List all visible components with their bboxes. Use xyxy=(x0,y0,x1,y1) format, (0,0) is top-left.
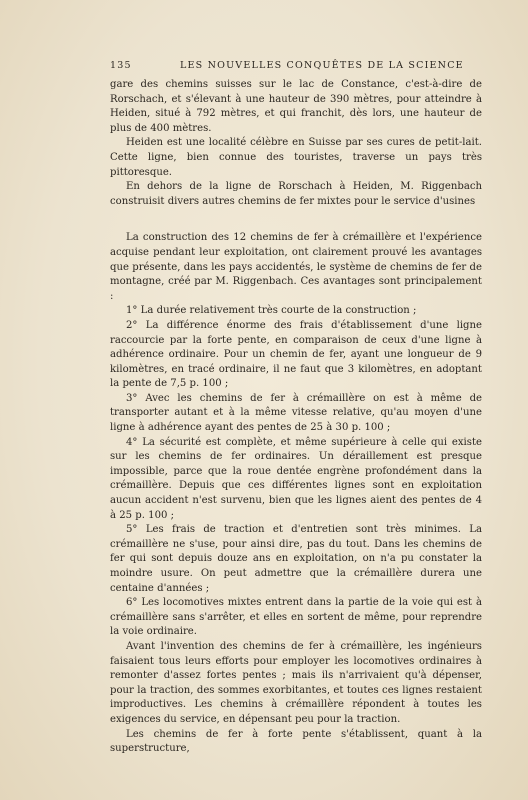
list-item: 4° La sécurité est complète, et même supérieure à celle qui existe sur les chemins de fer ordinaires. Un déraillement est presque impossible, parce que la roue dentée engrène profondément dans la crémaillère. Depuis que ces différentes lignes sont en exploitation aucun accident n'est survenu, bien que les lignes aient des pentes de 4 à 25 p. 100 ; xyxy=(110,436,482,521)
paragraph: Les chemins de fer à forte pente s'établissent, quant à la superstructure, xyxy=(110,728,482,755)
paragraph: Avant l'invention des chemins de fer à crémaillère, les ingénieurs faisaient tous leurs efforts pour employer les locomotives ordinaires à remonter d'assez fortes pentes ; mais ils n'arrivaient qu'à dépenser, pour la traction, des sommes exorbitantes, et toutes ces lignes restaient improductives. Les chemins à crémaillère répondent à toutes les exigences du service, en dépensant peu pour la traction. xyxy=(110,640,482,725)
list-item: 1° La durée relativement très courte de la construction ; xyxy=(126,305,417,317)
list-item: 6° Les locomotives mixtes entrent dans la partie de la voie qui est à crémaillère sans s'arrêter, et elles en sortent de même, pour reprendre la voie ordinaire. xyxy=(110,597,482,638)
paragraph: La construction des 12 chemins de fer à crémaillère et l'expérience acquise pendant leur exploitation, ont clairement prouvé les avantages que présente, dans les pays accidentés, le système de chemins de fer de montagne, créé par M. Riggenbach. Ces avantages sont principalement : xyxy=(110,232,482,302)
body-text xyxy=(110,78,482,757)
list-item: 3° Avec les chemins de fer à crémaillère on est à même de transporter autant et à la même vitesse relative, qu'au moyen d'une ligne à adhérence ayant des pentes de 25 à 30 p. 100 ; xyxy=(110,392,482,434)
paragraph: Heiden est une localité célèbre en Suisse par ses cures de petit-lait. Cette ligne, bien connue des touristes, traverse un pays très pittoresque. xyxy=(110,137,482,178)
list-item: 2° La différence énorme des frais d'établissement d'une ligne raccourcie par la forte pente, en comparaison de ceux d'une ligne à adhérence ordinaire. Pour un chemin de fer, ayant une longueur de 9 kilomètres, en tracé ordinaire, il ne faut que 3 kilomètres, en adoptant la pente de 7,5 p. 100 ; xyxy=(110,319,482,390)
running-title: LES NOUVELLES CONQUÊTES DE LA SCIENCE xyxy=(180,60,464,71)
paragraph: gare des chemins suisses sur le lac de Constance, c'est-à-dire de Rorschach, et s'élevant à une hauteur de 390 mètres, pour atteindre à Heiden, situé à 792 mètres, et qui franchit, dès lors, une hauteur de plus de 400 mètres. xyxy=(110,79,482,134)
list-item: 5° Les frais de traction et d'entretien sont très minimes. La crémaillère ne s'use, pour ainsi dire, pas du tout. Dans les chemins de fer qui sont depuis douze ans en exploitation, on n'a pu constater la moindre usure. On peut admettre que la crémaillère durera une centaine d'années ; xyxy=(110,524,482,594)
page-number: 135 xyxy=(110,60,132,71)
page-header xyxy=(110,60,480,76)
paragraph: En dehors de la ligne de Rorschach à Heiden, M. Riggenbach construisit divers autres chemins de fer mixtes pour le service d'usines xyxy=(110,181,482,207)
section-gap xyxy=(110,209,482,231)
